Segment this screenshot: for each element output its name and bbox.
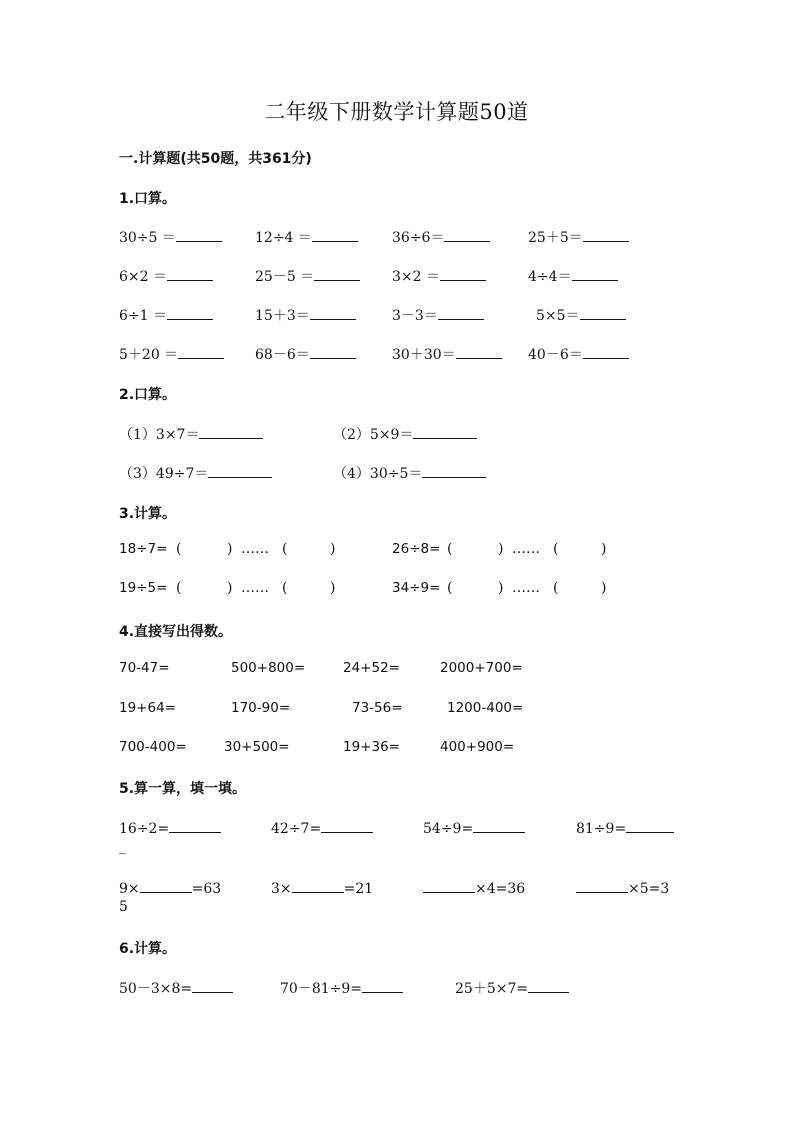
q5-item: 9× =63 bbox=[119, 878, 221, 897]
answer-blank[interactable] bbox=[572, 266, 618, 281]
wrapped-underscore: _ bbox=[119, 839, 126, 855]
open-paren: ( bbox=[282, 541, 288, 557]
close-paren: ) bbox=[330, 580, 336, 596]
q3-expression: 18÷7= bbox=[119, 541, 168, 557]
close-paren: ) bbox=[601, 580, 607, 596]
q1-item: 15＋3＝ bbox=[255, 305, 356, 325]
q2-item: （1）3×7＝ bbox=[119, 424, 263, 444]
answer-blank[interactable] bbox=[310, 344, 356, 359]
answer-blank[interactable] bbox=[626, 818, 674, 833]
answer-blank[interactable] bbox=[310, 305, 356, 320]
wrapped-digit: 5 bbox=[119, 899, 128, 915]
q2-row bbox=[0, 463, 793, 485]
answer-blank[interactable] bbox=[473, 818, 525, 833]
answer-blank[interactable] bbox=[576, 878, 628, 893]
q5-row bbox=[0, 818, 793, 840]
q3-row bbox=[0, 580, 793, 602]
q4-item: 170-90= bbox=[231, 700, 291, 716]
answer-blank[interactable] bbox=[169, 818, 221, 833]
q3-heading: 3.计算。 bbox=[119, 506, 177, 522]
open-paren: ( bbox=[447, 580, 453, 596]
q6-item: 50－3×8= bbox=[119, 978, 233, 998]
close-paren: ) bbox=[498, 580, 504, 596]
q4-item: 500+800= bbox=[231, 660, 306, 676]
answer-blank[interactable] bbox=[176, 227, 222, 242]
answer-blank[interactable] bbox=[456, 344, 502, 359]
q3-expression: 19÷5= bbox=[119, 580, 168, 596]
q1-item: 6×2 ＝ bbox=[119, 266, 213, 286]
q1-item: 12÷4 ＝ bbox=[255, 227, 358, 247]
answer-blank[interactable] bbox=[192, 978, 233, 993]
answer-blank[interactable] bbox=[208, 463, 272, 478]
q3-expression: 26÷8= bbox=[392, 541, 441, 557]
q5-item: ×4=36 bbox=[423, 878, 525, 897]
open-paren: ( bbox=[176, 541, 182, 557]
q3-ellipsis: …… bbox=[241, 541, 269, 557]
answer-blank[interactable] bbox=[199, 424, 263, 439]
q1-item: 3×2 ＝ bbox=[392, 266, 486, 286]
answer-blank[interactable] bbox=[178, 344, 224, 359]
q2-item: （2）5×9＝ bbox=[333, 424, 477, 444]
q4-row bbox=[0, 660, 793, 682]
q1-item: 4÷4＝ bbox=[528, 266, 618, 286]
open-paren: ( bbox=[176, 580, 182, 596]
answer-blank[interactable] bbox=[362, 978, 403, 993]
q4-item: 700-400= bbox=[119, 739, 187, 755]
q2-heading: 2.口算。 bbox=[119, 387, 177, 403]
q1-row bbox=[0, 344, 793, 366]
q1-item: 5×5＝ bbox=[536, 305, 626, 325]
q5-item: 16÷2= bbox=[119, 818, 221, 837]
answer-blank[interactable] bbox=[440, 266, 486, 281]
q4-item: 30+500= bbox=[224, 739, 290, 755]
open-paren: ( bbox=[553, 580, 559, 596]
q3-ellipsis: …… bbox=[512, 541, 540, 557]
q3-row bbox=[0, 541, 793, 563]
q1-item: 68－6＝ bbox=[255, 344, 356, 364]
answer-blank[interactable] bbox=[583, 344, 629, 359]
answer-blank[interactable] bbox=[167, 266, 213, 281]
q4-item: 19+64= bbox=[119, 700, 176, 716]
q4-heading: 4.直接写出得数。 bbox=[119, 624, 233, 640]
q4-row bbox=[0, 700, 793, 722]
q1-item: 25－5 ＝ bbox=[255, 266, 360, 286]
open-paren: ( bbox=[553, 541, 559, 557]
q6-heading: 6.计算。 bbox=[119, 941, 177, 957]
q1-item: 30＋30＝ bbox=[392, 344, 502, 364]
q5-item: 42÷7= bbox=[271, 818, 373, 837]
q1-item: 36÷6＝ bbox=[392, 227, 490, 247]
answer-blank[interactable] bbox=[292, 878, 344, 893]
q5-item: 54÷9= bbox=[423, 818, 525, 837]
q1-item: 3－3＝ bbox=[392, 305, 484, 325]
answer-blank[interactable] bbox=[321, 818, 373, 833]
q2-item: （3）49÷7＝ bbox=[119, 463, 272, 483]
q4-item: 19+36= bbox=[343, 739, 400, 755]
page-title: 二年级下册数学计算题50道 bbox=[264, 100, 529, 124]
q4-row bbox=[0, 739, 793, 761]
answer-blank[interactable] bbox=[528, 978, 569, 993]
q1-heading: 1.口算。 bbox=[119, 191, 177, 207]
q1-item: 6÷1 ＝ bbox=[119, 305, 213, 325]
q4-item: 1200-400= bbox=[447, 700, 524, 716]
close-paren: ) bbox=[498, 541, 504, 557]
q1-row bbox=[0, 305, 793, 327]
answer-blank[interactable] bbox=[423, 878, 475, 893]
q3-ellipsis: …… bbox=[241, 580, 269, 596]
q2-row bbox=[0, 424, 793, 446]
q1-row bbox=[0, 266, 793, 288]
q4-item: 24+52= bbox=[343, 660, 400, 676]
close-paren: ) bbox=[227, 580, 233, 596]
answer-blank[interactable] bbox=[314, 266, 360, 281]
q6-item: 25＋5×7= bbox=[455, 978, 569, 998]
q1-item: 5＋20 ＝ bbox=[119, 344, 224, 364]
q3-expression: 34÷9= bbox=[392, 580, 441, 596]
close-paren: ) bbox=[601, 541, 607, 557]
open-paren: ( bbox=[282, 580, 288, 596]
q4-item: 2000+700= bbox=[440, 660, 523, 676]
q1-item: 40－6＝ bbox=[528, 344, 629, 364]
q5-row bbox=[0, 878, 793, 900]
close-paren: ) bbox=[330, 541, 336, 557]
q4-item: 70-47= bbox=[119, 660, 170, 676]
q5-item: 81÷9= bbox=[576, 818, 674, 837]
q1-row bbox=[0, 227, 793, 249]
close-paren: ) bbox=[227, 541, 233, 557]
open-paren: ( bbox=[447, 541, 453, 557]
q2-item: （4）30÷5＝ bbox=[333, 463, 486, 483]
section-heading: 一.计算题(共50题，共361分) bbox=[119, 151, 312, 167]
q4-item: 73-56= bbox=[352, 700, 403, 716]
answer-blank[interactable] bbox=[312, 227, 358, 242]
answer-blank[interactable] bbox=[583, 227, 629, 242]
answer-blank[interactable] bbox=[413, 424, 477, 439]
q1-item: 30÷5 ＝ bbox=[119, 227, 222, 247]
q5-heading: 5.算一算，填一填。 bbox=[119, 781, 247, 797]
q3-ellipsis: …… bbox=[512, 580, 540, 596]
q6-item: 70－81÷9= bbox=[280, 978, 403, 998]
answer-blank[interactable] bbox=[438, 305, 484, 320]
answer-blank[interactable] bbox=[422, 463, 486, 478]
q1-item: 25＋5＝ bbox=[528, 227, 629, 247]
q6-row bbox=[0, 978, 793, 1000]
q5-item: 3× =21 bbox=[271, 878, 373, 897]
q4-item: 400+900= bbox=[440, 739, 515, 755]
q5-item: ×5=3 bbox=[576, 878, 669, 897]
answer-blank[interactable] bbox=[140, 878, 192, 893]
answer-blank[interactable] bbox=[580, 305, 626, 320]
answer-blank[interactable] bbox=[167, 305, 213, 320]
answer-blank[interactable] bbox=[444, 227, 490, 242]
